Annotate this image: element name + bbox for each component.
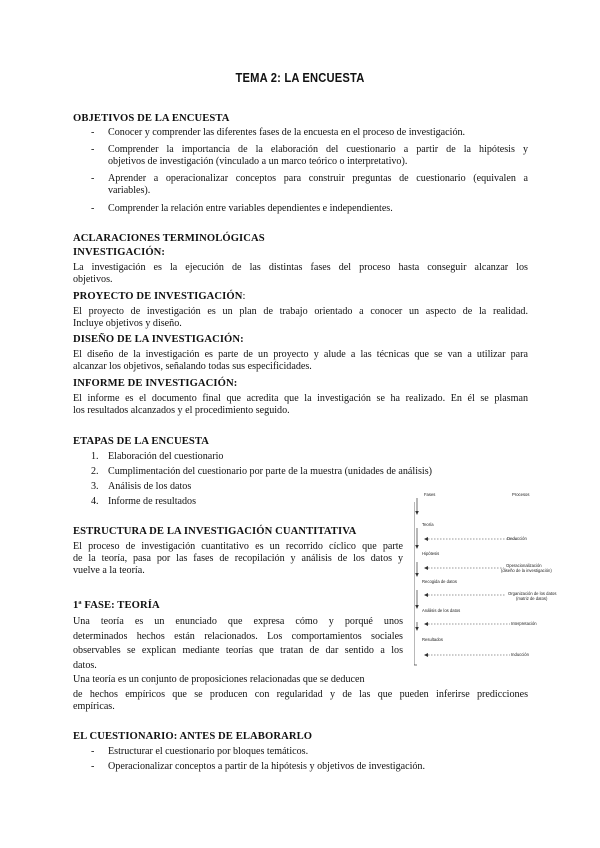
list-item-text: Operacionalizar conceptos a partir de la hipótesis y objetivos de investigación. (108, 761, 426, 772)
section-heading-objetivos: OBJETIVOS DE LA ENCUESTA (73, 113, 230, 124)
subheading-proyecto-text: PROYECTO DE INVESTIGACIÓN (73, 291, 243, 302)
paragraph-line: observables se explican mediante teorías que tratan de dar sentido a los (73, 645, 403, 656)
diagram-right-label: Organización de los datos (508, 591, 557, 596)
list-item-text: Elaboración del cuestionario (108, 451, 224, 462)
paragraph-line: El diseño de la investigación es parte de un proyecto y alude a las técnicas que se van a utilizar para (73, 349, 528, 360)
paragraph-line: Incluye objetivos y diseño. (73, 318, 182, 330)
list-number: 1. (91, 451, 99, 462)
page-title: TEMA 2: LA ENCUESTA (235, 70, 365, 85)
diagram-right-label: (diseño de la investigación) (501, 568, 552, 573)
section-heading-aclaraciones: ACLARACIONES TERMINOLÓGICAS (73, 233, 265, 244)
paragraph-fase1-a (73, 615, 403, 673)
bullet-marker: - (91, 203, 95, 214)
diagram-col-left: Fases (424, 492, 436, 497)
paragraph-line: Una teoría es un enunciado que expresa cómo y porqué unos (73, 616, 403, 627)
paragraph-diseno (73, 349, 528, 373)
diagram-right-label: Operacionalización (506, 563, 542, 568)
list-item-text: variables). (108, 185, 151, 197)
paragraph-estructura (73, 541, 403, 578)
diagram-right-label: Deducción (507, 536, 527, 541)
bullet-marker: - (91, 127, 95, 138)
diagram-left-label: Teoría (422, 522, 434, 527)
list-number: 4. (91, 496, 99, 507)
bullet-marker: - (91, 144, 95, 155)
paragraph-line: El proceso de investigación cuantitativo es un recorrido cíclico que parte (73, 541, 403, 552)
section-heading-cuestionario: EL CUESTIONARIO: ANTES DE ELABORARLO (73, 731, 313, 742)
paragraph-line: de hechos empíricos que se producen con regularidad y de las que pueden inferirse predicciones (73, 689, 528, 701)
bullet-marker: - (91, 761, 95, 772)
list-item-text: Análisis de los datos (108, 481, 192, 492)
list-number: 2. (91, 466, 99, 477)
section-heading-estructura: ESTRUCTURA DE LA INVESTIGACIÓN CUANTITATIVA (73, 526, 357, 537)
paragraph-line: alcanzar los objetivos, señalando todas sus especificidades. (73, 361, 312, 373)
list-item-text: Estructurar el cuestionario por bloques temáticos. (108, 746, 309, 757)
paragraph-line: El informe es el documento final que acredita que la investigación se ha realizado. En él se plasman (73, 393, 528, 404)
research-cycle-diagram (414, 490, 557, 668)
paragraph-line: vuelve a la teoría. (73, 565, 145, 577)
paragraph-line: datos. (73, 659, 97, 671)
diagram-right-label: Interpretación (511, 621, 537, 626)
subheading-informe: INFORME DE INVESTIGACIÓN: (73, 378, 238, 389)
paragraph-proyecto (73, 306, 528, 330)
list-item-text: Cumplimentación del cuestionario por parte de la muestra (unidades de análisis) (108, 466, 433, 477)
paragraph-investigacion (73, 262, 528, 286)
diagram-left-label: Hipótesis (422, 551, 440, 556)
paragraph-informe (73, 393, 528, 417)
section-heading-fase1: 1ª FASE: TEORÍA (73, 600, 160, 611)
diagram-right-label: Inducción (511, 652, 529, 657)
paragraph-line: La investigación es la ejecución de las distintas fases del proceso hasta conseguir alcanzar los (73, 262, 528, 273)
list-item-text: Aprender a operacionalizar conceptos para construir preguntas de cuestionario (equivalen a (108, 173, 528, 184)
diagram-left-label: Recogida de datos (422, 579, 457, 584)
paragraph-line: de la teoría, pasa por las fases de recopilación y análisis de los datos y (73, 553, 403, 565)
section-heading-etapas: ETAPAS DE LA ENCUESTA (73, 436, 210, 447)
diagram-left-label: Análisis de los datos (422, 608, 461, 613)
paragraph-line: determinados hechos están relacionados. Los comportamientos sociales (73, 630, 403, 642)
list-item-text: Conocer y comprender las diferentes fases de la encuesta en el proceso de investigación. (108, 127, 466, 138)
list-item-text: Informe de resultados (108, 496, 197, 507)
paragraph-line: empíricas. (73, 701, 115, 713)
subheading-diseno: DISEÑO DE LA INVESTIGACIÓN: (73, 334, 244, 345)
paragraph-line: los resultados alcanzados y el procedimiento seguido. (73, 405, 290, 417)
paragraph-fase1-b (73, 674, 528, 714)
list-item-text: objetivos de investigación (vinculado a un marco teórico o interpretativo). (108, 156, 408, 168)
list-number: 3. (91, 481, 99, 492)
bullet-marker: - (91, 746, 95, 757)
paragraph-line: Una teoría es un conjunto de proposiciones relacionadas que se deducen (73, 674, 365, 685)
paragraph-line: objetivos. (73, 274, 113, 286)
diagram-col-right: Procesos (512, 492, 530, 497)
list-item-text: Comprender la relación entre variables dependientes e independientes. (108, 203, 393, 214)
list-item-text: Comprender la importancia de la elaboración del cuestionario a partir de la hipótesis y (108, 144, 528, 155)
diagram-left-label: Resultados (422, 637, 443, 642)
subheading-investigacion: INVESTIGACIÓN: (73, 247, 166, 258)
paragraph-line: El proyecto de investigación es un plan de trabajo orientado a conocer un aspecto de la realidad. (73, 306, 528, 317)
diagram-right-label: (matriz de datos) (516, 596, 548, 601)
subheading-proyecto (73, 291, 246, 303)
subheading-proyecto-colon: : (242, 291, 246, 302)
bullet-marker: - (91, 173, 95, 184)
